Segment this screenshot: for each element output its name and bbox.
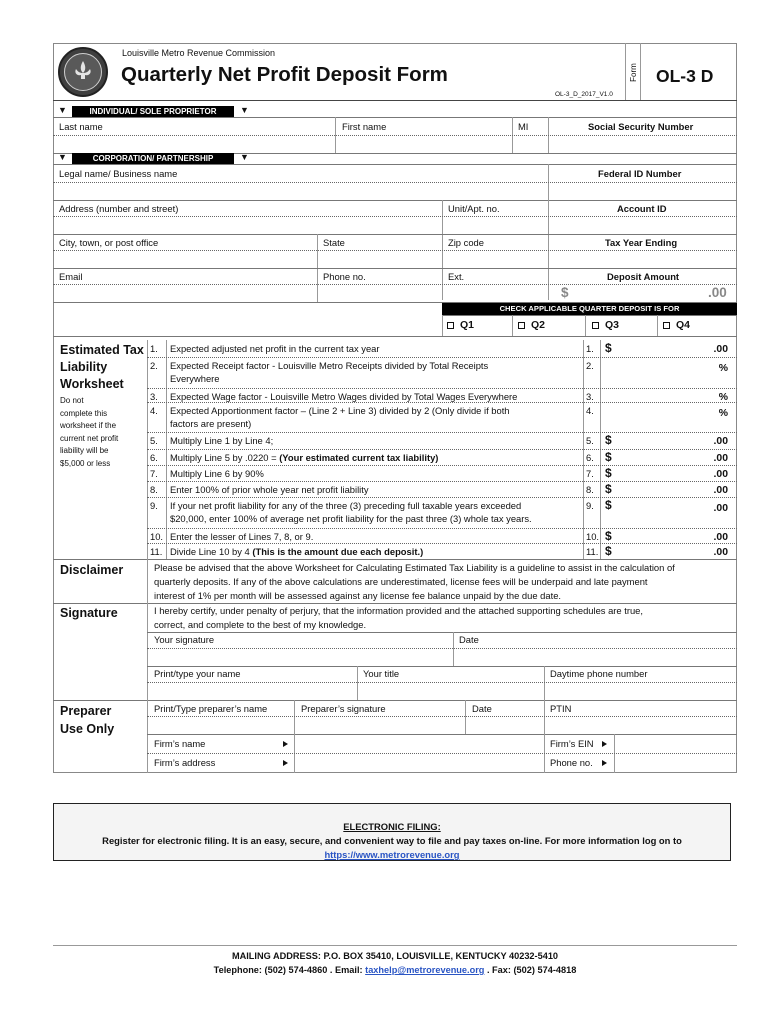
unit-label: Unit/Apt. no.	[448, 203, 500, 214]
line-ref-number: 6.	[586, 452, 594, 463]
zip-label: Zip code	[448, 237, 484, 248]
footer-contact	[53, 965, 737, 975]
line-value-suffix: .00	[713, 469, 728, 480]
line-dollar-sign: $	[605, 341, 612, 355]
preparer-date-field[interactable]	[466, 717, 543, 733]
seal-logo	[58, 47, 108, 97]
street-field[interactable]	[54, 217, 441, 233]
firm-name-field[interactable]	[295, 736, 543, 752]
q1-label: Q1	[460, 319, 475, 331]
firm-phone-arrow-icon	[602, 760, 607, 766]
firm-ein-field[interactable]	[615, 736, 736, 752]
phone-field[interactable]	[318, 285, 441, 301]
line-text-main: Enter the lesser of Lines 7, 8, or 9.	[170, 531, 314, 542]
deposit-dollar-sign: $	[561, 285, 569, 300]
firm-ein-label: Firm’s EIN	[550, 738, 594, 749]
line-text-main: Multiply Line 5 by .0220 =	[170, 452, 280, 463]
line-dollar-sign: $	[605, 466, 612, 480]
ssn-field[interactable]	[549, 136, 736, 152]
firm-name-label: Firm’s name	[154, 738, 206, 749]
deposit-amount-label: Deposit Amount	[607, 271, 680, 282]
your-signature-label: Your signature	[154, 634, 215, 645]
line-number: 8.	[150, 484, 158, 495]
line-3-amount-field[interactable]	[618, 389, 688, 401]
line-number: 11.	[150, 546, 163, 557]
ptin-label: PTIN	[550, 703, 572, 714]
line-number: 3.	[150, 391, 158, 402]
line-text	[170, 484, 369, 495]
city-field[interactable]	[54, 251, 316, 267]
line-number: 4.	[150, 405, 158, 416]
agency-name: Louisville Metro Revenue Commission	[122, 48, 276, 58]
disclaimer-text-1: Please be advised that the above Worksheet for Calculating Estimated Tax Liability is a guideline to assist in the calculation of	[154, 562, 675, 573]
line-ref-number: 7.	[586, 468, 594, 479]
line-dollar-sign: $	[605, 529, 612, 543]
line-6-amount-field[interactable]	[618, 450, 688, 464]
footer-email-link[interactable]: taxhelp@metrorevenue.org	[365, 965, 485, 975]
line-4-amount-field[interactable]	[618, 403, 688, 431]
q1-box-icon	[447, 322, 454, 329]
line-text	[170, 468, 264, 479]
q1-checkbox[interactable]	[447, 320, 474, 331]
worksheet-note-line: worksheet if the	[60, 421, 117, 430]
worksheet-note-line: current net profit	[60, 433, 119, 443]
ssn-label: Social Security Number	[588, 121, 694, 132]
mailing-address: MAILING ADDRESS: P.O. BOX 35410, LOUISVILLE, KENTUCKY 40232-5410	[231, 951, 559, 961]
q3-checkbox[interactable]	[592, 320, 619, 331]
line-2-amount-field[interactable]	[618, 358, 688, 387]
line-text	[170, 435, 273, 446]
individual-banner: INDIVIDUAL/ SOLE PROPRIETOR	[72, 106, 234, 117]
zip-field[interactable]	[443, 251, 547, 267]
form-label: Form	[628, 63, 638, 82]
line-ref-number: 9.	[586, 500, 594, 511]
line-5-amount-field[interactable]	[618, 433, 688, 448]
form-version: OL-3_D_2017_V1.0	[555, 91, 613, 98]
line-text	[170, 546, 423, 557]
line-text	[170, 391, 517, 402]
line-ref-number: 10.	[586, 531, 600, 542]
form-title: Quarterly Net Profit Deposit Form	[121, 63, 448, 86]
line-number: 2.	[150, 360, 158, 371]
last-name-field[interactable]	[54, 136, 334, 152]
line-ref-number: 1.	[586, 343, 594, 354]
worksheet-title-2: Liability	[60, 360, 108, 374]
print-name-label: Print/type your name	[154, 668, 241, 679]
line-text	[170, 343, 380, 354]
line-text-emphasis: (Your estimated current tax liability)	[279, 452, 439, 463]
your-signature-field[interactable]	[148, 649, 452, 665]
form-number: OL-3 D	[656, 66, 714, 86]
line-1-amount-field[interactable]	[618, 341, 688, 356]
efile-heading: ELECTRONIC FILING:	[343, 821, 441, 832]
line-text-main: Expected Wage factor - Louisville Metro Wages divided by Total Wages Everywhere	[170, 391, 518, 402]
signature-text-1: I hereby certify, under penalty of perjury, that the information provided and the attached supporting schedules are true,	[154, 605, 644, 616]
disclaimer-title: Disclaimer	[60, 563, 124, 577]
street-label: Address (number and street)	[59, 203, 179, 214]
line-text-continued: $20,000, enter 100% of average net profit liability for the past three (3) whole tax years.	[170, 513, 532, 524]
signature-text-2: correct, and complete to the best of my knowledge.	[154, 619, 367, 630]
mi-label: MI	[518, 121, 529, 132]
line-text	[170, 500, 521, 511]
line-number: 9.	[150, 500, 158, 511]
line-value-suffix: .00	[713, 344, 728, 355]
line-text-main: If your net profit liability for any of the three (3) preceding full taxable years exceeded	[170, 500, 522, 511]
daytime-phone-field[interactable]	[545, 683, 736, 699]
line-ref-number: 11.	[586, 546, 599, 557]
line-value-suffix: .00	[713, 503, 728, 514]
line-number: 1.	[150, 343, 158, 354]
line-ref-number: 2.	[586, 360, 594, 371]
line-text-main: Expected Apportionment factor – (Line 2 + Line 3) divided by 2 (Only divide if both	[170, 405, 510, 416]
q4-box-icon	[663, 322, 670, 329]
disclaimer-text-3: interest of 1% per month will be assessed against any license fee balance unpaid by the due date.	[154, 590, 562, 601]
footer-fax: . Fax: (502) 574-4818	[484, 965, 577, 975]
firm-address-field[interactable]	[295, 755, 543, 771]
worksheet-note-line: $5,000 or less	[60, 458, 111, 468]
line-dollar-sign: $	[605, 482, 612, 496]
first-name-label: First name	[342, 121, 387, 132]
footer-telephone: Telephone: (502) 574-4860 . Email:	[213, 965, 366, 975]
email-field[interactable]	[54, 285, 316, 301]
q4-label: Q4	[676, 319, 691, 331]
preparer-name-field[interactable]	[148, 717, 293, 733]
corporation-banner: CORPORATION/ PARTNERSHIP	[72, 153, 234, 164]
your-title-label: Your title	[363, 668, 400, 679]
last-name-label: Last name	[59, 121, 103, 132]
preparer-date-label: Date	[472, 703, 492, 714]
q2-label: Q2	[531, 319, 546, 331]
legal-name-field[interactable]	[54, 183, 547, 199]
line-text	[170, 405, 510, 416]
fein-field[interactable]	[549, 183, 736, 199]
email-label: Email	[59, 271, 83, 282]
worksheet-note-line: Do not	[60, 396, 84, 405]
deposit-cents: .00	[708, 285, 727, 300]
line-text-main: Multiply Line 6 by 90%	[170, 468, 264, 479]
sign-date-label: Date	[459, 634, 479, 645]
unit-field[interactable]	[443, 217, 547, 233]
firm-address-label: Firm’s address	[154, 757, 216, 768]
line-value-suffix: .00	[713, 436, 728, 447]
preparer-name-label: Print/Type preparer’s name	[154, 703, 268, 714]
line-ref-number: 3.	[586, 391, 594, 402]
line-ref-number: 8.	[586, 484, 594, 495]
preparer-title-2: Use Only	[60, 722, 115, 736]
line-value-suffix: .00	[713, 453, 728, 464]
line-ref-number: 5.	[586, 435, 594, 446]
line-value-suffix: .00	[713, 532, 728, 543]
disclaimer-text-2: quarterly deposits. If any of the above calculations are underestimated, license fees will be underpaid and late payment	[154, 576, 648, 587]
ptin-field[interactable]	[545, 717, 736, 733]
line-text-main: Multiply Line 1 by Line 4;	[170, 435, 274, 446]
line-7-amount-field[interactable]	[618, 466, 688, 480]
worksheet-note-line: complete this	[60, 408, 108, 418]
line-8-amount-field[interactable]	[618, 482, 688, 496]
tax-year-field[interactable]	[549, 251, 736, 267]
q2-checkbox[interactable]	[518, 320, 545, 331]
fein-label: Federal ID Number	[598, 168, 682, 179]
worksheet-note-line: liability will be	[60, 446, 109, 455]
preparer-signature-label: Preparer’s signature	[301, 703, 386, 714]
line-dollar-sign: $	[605, 498, 612, 512]
firm-ein-arrow-icon	[602, 741, 607, 747]
account-id-label: Account ID	[617, 203, 667, 214]
line-value-suffix: %	[718, 408, 728, 419]
line-text-main: Expected Receipt factor - Louisville Metro Receipts divided by Total Receipts	[170, 360, 489, 371]
line-text-continued: Everywhere	[170, 373, 220, 384]
line-value-suffix: .00	[713, 485, 728, 496]
q2-box-icon	[518, 322, 525, 329]
efile-text: Register for electronic filing. It is an easy, secure, and convenient way to file and pay taxes on-line. For more information log on to	[102, 835, 682, 846]
daytime-phone-label: Daytime phone number	[550, 668, 648, 679]
preparer-signature-field[interactable]	[295, 717, 464, 733]
line-10-amount-field[interactable]	[618, 529, 688, 542]
line-dollar-sign: $	[605, 433, 612, 447]
firm-address-arrow-icon	[283, 760, 288, 766]
first-name-field[interactable]	[336, 136, 511, 152]
firm-name-arrow-icon	[283, 741, 288, 747]
legal-name-label: Legal name/ Business name	[59, 168, 178, 179]
signature-title: Signature	[60, 606, 118, 620]
efile-link[interactable]: https://www.metrorevenue.org	[324, 849, 460, 860]
line-ref-number: 4.	[586, 405, 594, 416]
state-label: State	[323, 237, 345, 248]
your-title-field[interactable]	[358, 683, 543, 699]
q4-checkbox[interactable]	[663, 320, 690, 331]
line-value-suffix: %	[718, 392, 728, 403]
line-text-continued: factors are present)	[170, 418, 252, 429]
preparer-title-1: Preparer	[60, 704, 112, 718]
worksheet-title-3: Worksheet	[60, 377, 124, 391]
ext-field[interactable]	[443, 285, 547, 301]
ext-label: Ext.	[448, 271, 465, 282]
mi-field[interactable]	[513, 136, 547, 152]
line-dollar-sign: $	[605, 450, 612, 464]
firm-phone-label: Phone no.	[550, 757, 593, 768]
line-number: 10.	[150, 531, 164, 542]
state-field[interactable]	[318, 251, 441, 267]
phone-label: Phone no.	[323, 271, 366, 282]
line-number: 5.	[150, 435, 158, 446]
q3-box-icon	[592, 322, 599, 329]
quarter-banner: CHECK APPLICABLE QUARTER DEPOSIT IS FOR	[442, 303, 737, 315]
line-value-suffix: %	[718, 363, 728, 374]
q3-label: Q3	[605, 319, 620, 331]
line-9-amount-field[interactable]	[618, 498, 688, 527]
deposit-amount-field[interactable]	[575, 285, 705, 301]
print-name-field[interactable]	[148, 683, 356, 699]
line-dollar-sign: $	[605, 544, 612, 558]
firm-phone-field[interactable]	[615, 755, 736, 771]
sign-date-field[interactable]	[454, 649, 736, 665]
line-text	[170, 452, 438, 463]
line-text	[170, 360, 488, 371]
line-number: 6.	[150, 452, 158, 463]
line-text-main: Enter 100% of prior whole year net profit liability	[170, 484, 369, 495]
efile-box	[53, 803, 731, 861]
line-text-emphasis: (This is the amount due each deposit.)	[252, 546, 424, 557]
line-text-main: Expected adjusted net profit in the current tax year	[170, 343, 380, 354]
line-text	[170, 531, 313, 542]
tax-year-label: Tax Year Ending	[605, 237, 678, 248]
line-text-main: Divide Line 10 by 4	[170, 546, 253, 557]
line-value-suffix: .00	[713, 547, 728, 558]
line-number: 7.	[150, 468, 158, 479]
line-11-amount-field[interactable]	[618, 544, 688, 558]
account-id-field[interactable]	[549, 217, 736, 233]
city-label: City, town, or post office	[59, 237, 159, 248]
worksheet-title-1: Estimated Tax	[60, 343, 144, 357]
